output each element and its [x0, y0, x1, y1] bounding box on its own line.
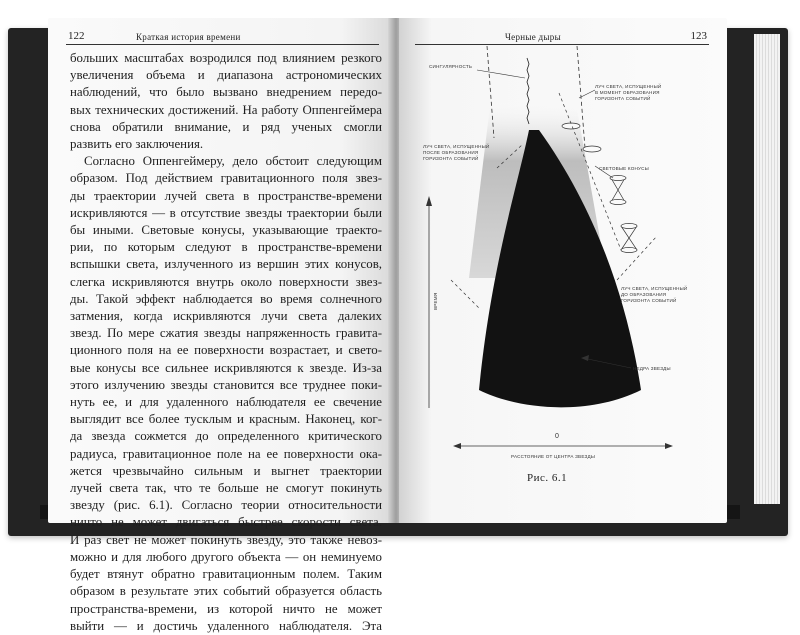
- text-line: этого излучению звезды становится все труднее поки-: [70, 377, 382, 392]
- label-distance-zero: 0: [555, 433, 560, 440]
- label-ray-at-horizon-1: ЛУЧ СВЕТА, ИСПУЩЕННЫЙ: [595, 84, 662, 89]
- label-ray-before-horizon-2: ДО ОБРАЗОВАНИЯ: [621, 292, 667, 297]
- light-cone-middle: [611, 178, 625, 202]
- text-line: радиуса, гравитационное поле на ее поверхности ока-: [70, 446, 382, 461]
- time-axis-arrowhead: [426, 196, 432, 206]
- text-line: слегка искривляются внутрь около поверхности звез-: [70, 274, 382, 289]
- text-line: ды траектории лучей света в пространстве-времени: [70, 188, 382, 203]
- light-cone-lower-bottom: [621, 247, 637, 252]
- pointer-ray-at-horizon: [579, 90, 595, 98]
- text-line: нуть ее, и для удаленного наблюдателя ее свечение: [70, 395, 382, 410]
- text-line: ничто не может двигаться быстрее скорости света.: [70, 515, 382, 530]
- text-line: бы иными. Световые конусы, указывающие траекто-: [70, 223, 382, 238]
- text-line: наблюдений, что было вызвано внедрением передо-: [70, 85, 382, 100]
- text-line: выглядит все более тусклым и красным. Наконец, ког-: [70, 412, 382, 427]
- light-cone-upper: [583, 146, 601, 152]
- text-line: Согласно Оппенгеймеру, дело обстоит следующим: [84, 154, 382, 169]
- text-line: да звезда сожмется до определенного критического: [70, 429, 382, 444]
- right-running-title: Черные дыры: [505, 32, 561, 42]
- text-line: ционного поля на ее поверхности возрастает, и свето-: [70, 343, 382, 358]
- text-line: затмения, когда искривляются лучи света далеких: [70, 309, 382, 324]
- label-ray-before-horizon-3: ГОРИЗОНТА СОБЫТИЙ: [621, 298, 677, 303]
- label-time-axis: ВРЕМЯ: [433, 292, 438, 310]
- light-cone-middle-bottom: [610, 199, 626, 204]
- label-singularity: СИНГУЛЯРНОСТЬ: [429, 64, 473, 69]
- text-line: увеличения объема и диапазона астрономических: [70, 68, 382, 83]
- label-ray-at-horizon-3: ГОРИЗОНТА СОБЫТИЙ: [595, 96, 651, 101]
- text-line: будет втянут обратно гравитационным полем. Таким: [70, 567, 382, 582]
- text-line: образом. Под действием гравитационного поля звез-: [70, 171, 382, 186]
- distance-axis-right-arrowhead: [665, 443, 673, 449]
- label-star-core: НЕДРА ЗВЕЗДЫ: [633, 366, 671, 371]
- text-line: можно и для любого другого объекта — он неминуемо: [70, 549, 382, 564]
- label-light-cones: СВЕТОВЫЕ КОНУСЫ: [599, 166, 649, 171]
- left-body-text: [70, 50, 382, 635]
- label-ray-before-horizon-1: ЛУЧ СВЕТА, ИСПУЩЕННЫЙ: [621, 286, 688, 291]
- light-ray-before-horizon: [617, 236, 657, 280]
- text-line: искривляются — в отсутствие звезды траектории были: [70, 205, 382, 220]
- figure-caption: Рис. 6.1: [527, 472, 568, 484]
- text-line: звезду (рис. 6.1). Согласно теории относительности: [70, 498, 382, 513]
- text-line: снова обратили внимание, и ряд ученых смогли: [70, 119, 382, 134]
- light-cone-top: [562, 123, 580, 129]
- label-ray-at-horizon-2: В МОМЕНТ ОБРАЗОВАНИЯ: [595, 90, 660, 95]
- left-page: [48, 18, 393, 633]
- text-line: рии, по которым следуют в пространстве-времени: [70, 240, 382, 255]
- right-page-number: 123: [690, 30, 707, 42]
- text-line: вых технических достижений. На работу Оппенгеймера: [70, 102, 382, 117]
- light-ray-left: [451, 280, 479, 308]
- text-line: больших масштабах возродился под влиянием резкого: [70, 51, 382, 65]
- text-line: И раз свет не может покинуть звезду, это также невоз-: [70, 532, 382, 547]
- label-ray-after-horizon-1: ЛУЧ СВЕТА, ИСПУЩЕННЫЙ: [423, 144, 490, 149]
- right-page: [399, 18, 727, 523]
- text-line: выйти — и достичь удаленного наблюдателя. Эта: [70, 618, 382, 633]
- text-line: ды. Такой эффект наблюдается во время солнечного: [70, 291, 382, 306]
- label-ray-after-horizon-2: ПОСЛЕ ОБРАЗОВАНИЯ: [423, 150, 479, 155]
- text-line: вспышки света, излученного из вершин этих конусов,: [70, 257, 382, 272]
- text-line: пространства-времени, из которой ничто не может: [70, 601, 382, 616]
- page-edges: [754, 34, 780, 504]
- figure-6-1: [399, 18, 727, 523]
- pointer-singularity: [477, 70, 525, 78]
- label-ray-after-horizon-3: ГОРИЗОНТА СОБЫТИЙ: [423, 156, 479, 161]
- light-cone-lower: [621, 226, 637, 250]
- text-line: образом в результате этих событий образуется область: [70, 584, 382, 599]
- left-page-number: 122: [68, 30, 85, 42]
- distance-axis-left-arrowhead: [453, 443, 461, 449]
- left-running-title: Краткая история времени: [136, 32, 241, 42]
- text-line: развить его заключения.: [70, 137, 204, 152]
- label-distance-axis: РАССТОЯНИЕ ОТ ЦЕНТРА ЗВЕЗДЫ: [511, 454, 596, 459]
- text-line: звезд. По мере сжатия звезды напряженность гравита-: [70, 326, 382, 341]
- text-line: вые конусы все сильнее искривляются к звезде. Из-за: [70, 360, 382, 375]
- text-line: жется чрезвычайно сильным и выгнет траектории: [70, 463, 382, 478]
- left-running-header: [66, 28, 379, 45]
- text-line: лучей света так, что те больше не смогут покинуть: [70, 481, 382, 496]
- light-cone-middle-top: [610, 175, 626, 180]
- light-cone-lower-top: [621, 223, 637, 228]
